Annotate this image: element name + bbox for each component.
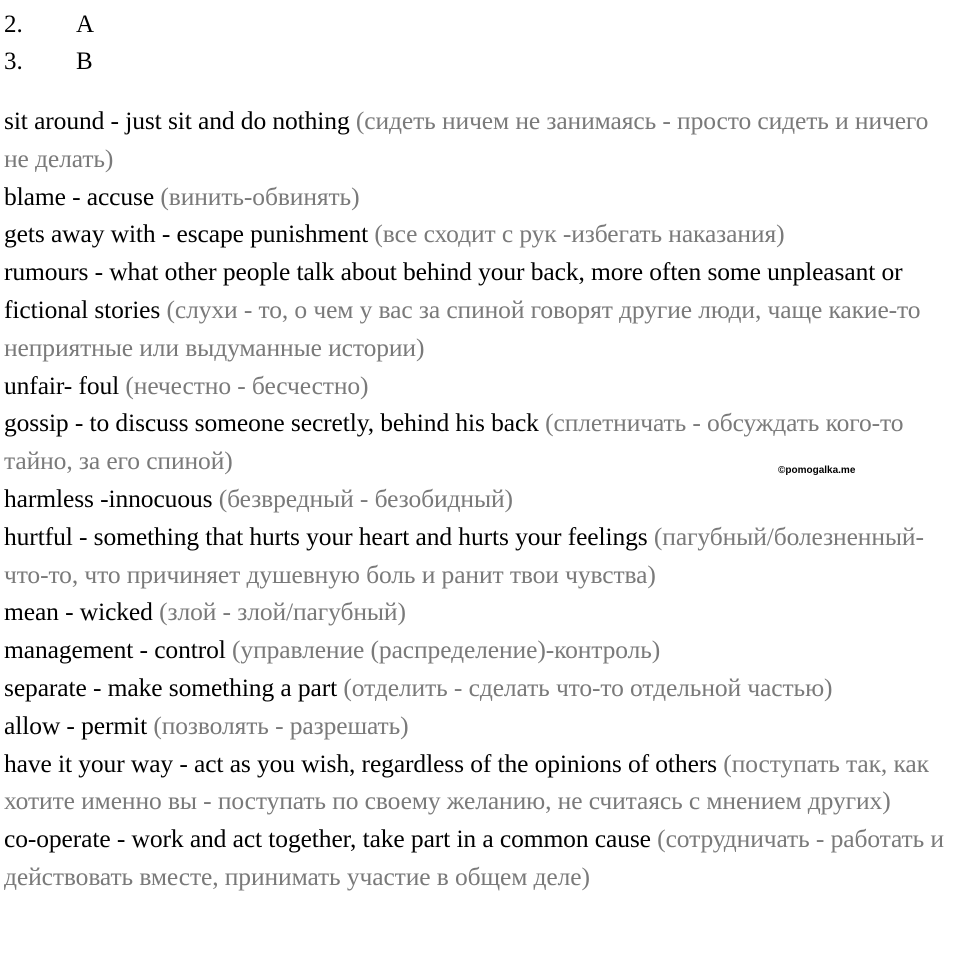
vocab-english: rumours - what other people talk about behind your back, more often some unpleasant or fictional stories xyxy=(4,257,903,324)
vocab-russian: (слухи - то, о чем у вас за спиной говорят другие люди, чаще какие-то неприятные или выдуманные истории) xyxy=(4,294,921,362)
vocab-english: unfair- foul xyxy=(4,370,120,400)
vocab-english: have it your way - act as you wish, regardless of the opinions of others xyxy=(4,748,718,778)
vocab-english: co-operate - work and act together, take part in a common cause xyxy=(4,824,651,854)
vocab-russian: (сотрудничать - работать и действовать вместе, принимать участие в общем деле) xyxy=(4,824,944,891)
vocab-entry xyxy=(4,593,952,631)
vocab-russian: (отделить - сделать что-то отдельной частью) xyxy=(343,672,833,702)
vocab-english: hurtful - something that hurts your heart and hurts your feelings xyxy=(4,521,648,551)
vocab-english: separate - make something a part xyxy=(4,672,338,702)
vocab-russian: (безвредный - безобидный) xyxy=(218,483,513,513)
vocab-russian: (сидеть ничем не занимаясь - просто сидеть и ничего не делать) xyxy=(4,106,929,173)
answer-letter: A xyxy=(76,11,95,38)
answer-number: 2. xyxy=(4,11,23,38)
vocab-english: management - control xyxy=(4,635,226,665)
vocab-english: mean - wicked xyxy=(4,597,153,627)
vocab-entry xyxy=(4,367,952,405)
vocab-entry xyxy=(4,102,952,178)
vocab-english: sit around - just sit and do nothing xyxy=(4,106,350,135)
answer-list xyxy=(4,6,94,80)
watermark: ©pomogalka.me xyxy=(778,465,856,476)
vocab-russian: (пагубный/болезненный-что-то, что причиняет душевную боль и ранит твои чувства) xyxy=(4,521,924,589)
vocab-russian: (позволять - разрешать) xyxy=(153,710,409,740)
vocab-entry xyxy=(4,253,952,366)
vocab-english: gets away with - escape punishment xyxy=(4,219,369,249)
vocab-entry xyxy=(4,480,952,518)
vocab-entry xyxy=(4,745,952,821)
vocab-russian: (управление (распределение)-контроль) xyxy=(232,635,661,665)
vocab-english: gossip - to discuss someone secretly, behind his back xyxy=(4,408,539,438)
vocab-entry xyxy=(4,669,952,707)
vocabulary-list xyxy=(4,102,952,896)
vocab-russian: (винить-обвинять) xyxy=(160,181,360,211)
vocab-entry xyxy=(4,518,952,594)
vocab-entry xyxy=(4,215,952,253)
answer-letter: B xyxy=(76,48,93,75)
vocab-russian: (нечестно - бесчестно) xyxy=(125,370,369,400)
vocab-english: harmless -innocuous xyxy=(4,483,213,513)
vocab-russian: (поступать так, как хотите именно вы - поступать по своему желанию, не считаясь с мнением других) xyxy=(4,748,929,816)
vocab-entry xyxy=(4,178,952,216)
vocab-english: blame - accuse xyxy=(4,181,155,211)
vocab-russian: (злой - злой/пагубный) xyxy=(159,597,406,627)
vocab-russian: (все сходит с рук -избегать наказания) xyxy=(374,219,785,249)
vocab-english: allow - permit xyxy=(4,710,148,740)
vocab-entry xyxy=(4,707,952,745)
vocab-entry xyxy=(4,820,952,896)
vocab-entry xyxy=(4,631,952,669)
answer-row xyxy=(4,6,94,43)
answer-row xyxy=(4,43,94,80)
vocab-russian: (сплетничать - обсуждать кого-то тайно, за его спиной) xyxy=(4,408,904,476)
answer-number: 3. xyxy=(4,48,23,75)
